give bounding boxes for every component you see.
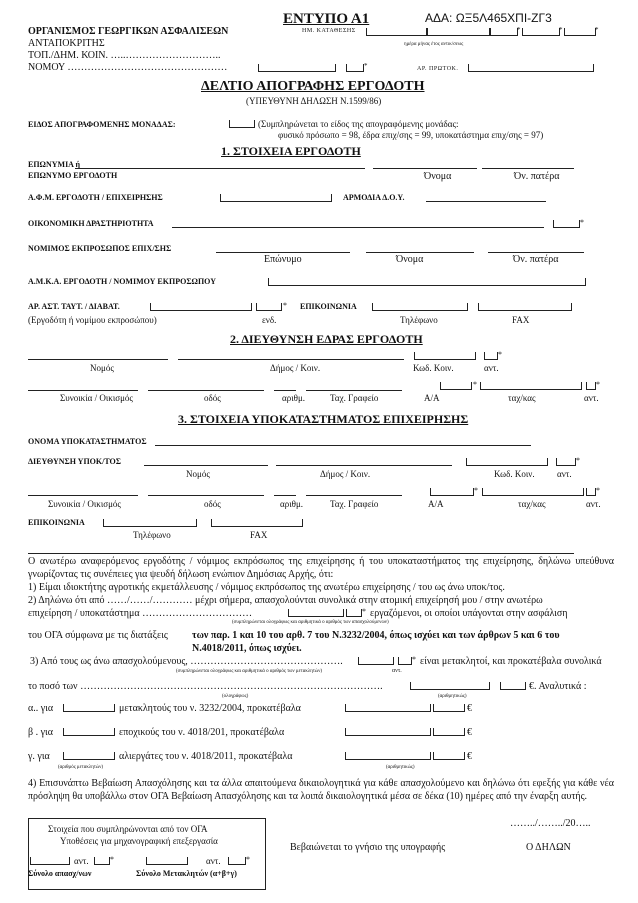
branch-municipality-caption: Δήμος / Κοιν. <box>320 469 371 479</box>
branch-postcode-repl-box[interactable] <box>586 488 596 496</box>
id-end-label: ενδ. <box>262 315 277 325</box>
verify-signature: Βεβαιώνεται το γνήσιο της υπογραφής <box>290 842 446 853</box>
branch-prefecture-caption: Νομός <box>186 469 210 479</box>
rep-father-caption: Όν. πατέρα <box>513 254 559 265</box>
amount-analytic: €. Αναλυτικά : <box>529 681 587 692</box>
protocol-number-box[interactable] <box>468 64 594 72</box>
protocol-label: ΑΡ. ΠΡΩΤΟΚ. <box>417 66 459 72</box>
hq-repl-box[interactable] <box>484 352 498 360</box>
section2-title: 2. ΔΙΕΥΘΥΝΣΗ ΕΔΡΑΣ ΕΡΓΟΔΟΤΗ <box>230 332 423 346</box>
oga-box-title: Στοιχεία που συμπληρώνονται από τον ΟΓΑ <box>48 824 208 834</box>
branch-fax-box[interactable] <box>211 519 303 527</box>
hq-postcode-repl-caption: αντ. <box>584 393 599 403</box>
branch-name-field[interactable] <box>155 445 531 446</box>
oga-employed-box[interactable] <box>30 857 70 865</box>
branch-neighborhood-field[interactable] <box>28 495 138 496</box>
afm-label: Α.Φ.Μ. ΕΡΓΟΔΟΤΗ / ΕΠΙΧΕΙΡΗΣΗΣ <box>28 193 163 202</box>
branch-phone-box[interactable] <box>103 519 197 527</box>
line-b-euro: € <box>467 727 472 738</box>
amka-label: Α.Μ.Κ.Α. ΕΡΓΟΔΟΤΗ / ΝΟΜΙΜΟΥ ΕΚΠΡΟΣΩΠΟΥ <box>28 277 216 286</box>
branch-number-caption: αριθμ. <box>280 499 304 509</box>
signature-date: ……../……../20….. <box>510 818 591 829</box>
activity-code-box[interactable] <box>553 220 580 228</box>
doc-title: ΔΕΛΤΙΟ ΑΠΟΓΡΑΦΗΣ ΕΡΓΟΔΟΤΗ <box>201 79 425 94</box>
branch-prefecture-field[interactable] <box>144 465 268 466</box>
unit-type-note: (Συμπληρώνεται το είδος της απογραφόμενης μονάδας: <box>258 119 459 129</box>
branch-phone-caption: Τηλέφωνο <box>133 530 171 540</box>
branch-community-code-caption: Κωδ. Κοιν. <box>494 469 535 479</box>
hq-neighborhood-caption: Συνοικία / Οικισμός <box>60 393 133 403</box>
branch-number-field[interactable] <box>274 495 296 496</box>
oga-ant2: αντ. <box>206 856 221 866</box>
afm-box[interactable] <box>220 194 332 202</box>
line-g-euro: € <box>467 751 472 762</box>
date-extra-box[interactable] <box>522 28 560 36</box>
branch-aa-caption: Α/Α <box>428 499 444 509</box>
hq-prefecture-field[interactable] <box>28 359 168 360</box>
ada-code: ΑΔΑ: ΩΞ5Λ465ΧΠΙ-ΖΓ3 <box>425 11 552 25</box>
unit-type-codes: φυσικό πρόσωπο = 98, έδρα επιχ/σης = 99, υποκατάστημα επιχ/σης = 97) <box>278 130 544 140</box>
org-correspondent: ΑΝΤΑΠΟΚΡΙΤΗΣ <box>28 38 105 49</box>
declaration-item3: 3) Από τους ως άνω απασχολούμενους, ………………………………………. <box>30 656 343 667</box>
line-b-label: β . για <box>28 727 53 738</box>
date-label: ΗΜ. ΚΑΤΑΘΕΣΗΣ <box>302 28 356 34</box>
rep-firstname-field[interactable] <box>366 252 474 253</box>
oga-called-box[interactable] <box>146 857 188 865</box>
name-label-1: ΕΠΩΝΥΜΙΑ ή <box>28 160 81 169</box>
hq-postcode-box[interactable] <box>480 382 582 390</box>
oga-total-called: Σύνολο Μετακλητών (α+β+γ) <box>136 869 237 878</box>
id-sub-label: (Εργοδότη ή νομίμου εκπροσώπου) <box>28 315 157 325</box>
activity-label: ΟΙΚΟΝΟΜΙΚΗ ΔΡΑΣΤΗΡΙΟΤΗΤΑ <box>28 219 154 228</box>
line-g-label: γ. για <box>28 751 50 762</box>
id-label: ΑΡ. ΑΣΤ. ΤΑΥΤ. / ΔΙΑΒΑΤ. <box>28 302 120 311</box>
hq-community-code-box[interactable] <box>414 352 476 360</box>
doy-field[interactable] <box>426 201 546 202</box>
branch-neighborhood-caption: Συνοικία / Οικισμός <box>48 499 121 509</box>
date-repl-box[interactable] <box>564 28 596 36</box>
amka-box[interactable] <box>268 278 586 286</box>
contact-label: ΕΠΙΚΟΙΝΩΝΙΑ <box>300 302 357 311</box>
father-caption: Όν. πατέρα <box>514 171 560 182</box>
org-prefecture: ΝΟΜΟΥ ………………………………………… <box>28 62 228 73</box>
fax-box[interactable] <box>478 303 572 311</box>
branch-street-caption: οδός <box>204 499 221 509</box>
amount-box[interactable] <box>410 682 490 690</box>
phone-caption: Τηλέφωνο <box>400 315 438 325</box>
oga-called-repl-box[interactable] <box>228 857 246 865</box>
declarant-label: Ο ΔΗΛΩΝ <box>526 842 571 853</box>
name-label-2: ΕΠΩΝΥΜΟ ΕΡΓΟΔΟΤΗ <box>28 171 118 180</box>
representative-label: ΝΟΜΙΜΟΣ ΕΚΠΡΟΣΩΠΟΣ ΕΠΙΧ/ΣΗΣ <box>28 244 172 253</box>
section1-title: 1. ΣΤΟΙΧΕΙΑ ΕΡΓΟΔΟΤΗ <box>221 144 361 158</box>
line-b-text: εποχικούς του ν. 4018/201, προκατέβαλα <box>119 727 285 738</box>
hq-municipality-caption: Δήμος / Κοιν. <box>270 363 321 373</box>
section-divider <box>28 553 574 554</box>
phone-box[interactable] <box>372 303 468 311</box>
unit-type-label: ΕΙΔΟΣ ΑΠΟΓΡΑΦΟΜΕΝΗΣ ΜΟΝΑΔΑΣ: <box>28 120 176 129</box>
declaration-law-text: των παρ. 1 και 10 του αρθ. 7 του Ν.3232/2004, όπως ισχύει και των άρθρων 5 και 6 του Ν.4018/2011, όπως ισχύει. <box>192 630 560 654</box>
oga-box-subtitle: Υποθέσεις για μηχανογραφική επεξεργασία <box>60 836 218 846</box>
line-a-amount-box[interactable] <box>345 704 431 712</box>
oga-total-employed: Σύνολο απασχ/νων <box>28 869 92 878</box>
date-year-box[interactable] <box>490 28 518 36</box>
branch-street-field[interactable] <box>148 495 264 496</box>
hq-postoffice-field[interactable] <box>306 390 402 391</box>
rep-surname-caption: Επώνυμο <box>264 254 302 265</box>
branch-municipality-field[interactable] <box>276 465 452 466</box>
declaration-item3-cont: είναι μετακλητοί, και προκατέβαλα συνολικά <box>420 656 602 667</box>
hq-aa-box[interactable] <box>440 382 472 390</box>
activity-field[interactable] <box>172 227 544 228</box>
branch-name-label: ΟΝΟΜΑ ΥΠΟΚΑΤΑΣΤΗΜΑΤΟΣ <box>28 437 147 446</box>
org-community: ΤΟΠ./ΔΗΜ. ΚΟΙΝ. …..……………………….. <box>28 50 221 61</box>
prefecture-code-box[interactable] <box>258 64 336 72</box>
date-sub-labels: ημέρα μήνας έτος αντικ/σεως <box>404 42 464 47</box>
branch-repl-box[interactable] <box>556 458 576 466</box>
employees-repl-box[interactable] <box>346 609 362 617</box>
rep-surname-field[interactable] <box>216 252 350 253</box>
declaration-item4: 4) Επισυνάπτω Βεβαίωση Απασχόλησης και τα άλλα απαιτούμενα δικαιολογητικά για κάθε απασχολούμενο και δηλώνω ότι εφεξής για κάθε νέα πρόσληψη θα υποβάλλω στον ΟΓΑ Βεβαίωση Απασχόλησης και τα λοιπά δικαιολογητικά μέσα σε δέκα (10) ημέρες από την έναρξη αυτής. <box>28 778 614 802</box>
doy-label: ΑΡΜΟΔΙΑ Δ.Ο.Υ. <box>343 193 405 202</box>
org-name: ΟΡΓΑΝΙΣΜΟΣ ΓΕΩΡΓΙΚΩΝ ΑΣΦΑΛΙΣΕΩΝ <box>28 26 229 37</box>
date-day-box[interactable] <box>366 28 428 36</box>
employer-father-field[interactable] <box>482 168 574 169</box>
branch-address-label: ΔΙΕΥΘΥΝΣΗ ΥΠΟΚ/ΤΟΣ <box>28 457 121 466</box>
employer-firstname-field[interactable] <box>373 168 477 169</box>
line-b-cents-box[interactable] <box>433 728 465 736</box>
declaration-item2: 2) Δηλώνω ότι από ……/……/………… μέχρι σήμερα, απασχολούνται συνολικά στην ατομική επιχείρησή μου / στην ανωτέρω <box>28 595 543 606</box>
line-a-cents-box[interactable] <box>433 704 465 712</box>
oga-employed-repl-box[interactable] <box>94 857 110 865</box>
fax-caption: FAX <box>512 315 530 325</box>
branch-postcode-box[interactable] <box>482 488 584 496</box>
branch-repl-caption: αντ. <box>557 469 572 479</box>
branch-postcode-caption: ταχ/κας <box>518 499 546 509</box>
called-count-box[interactable] <box>358 657 394 665</box>
id-type-box[interactable] <box>256 303 282 311</box>
section3-title: 3. ΣΤΟΙΧΕΙΑ ΥΠΟΚΑΤΑΣΤΗΜΑΤΟΣ ΕΠΙΧΕΙΡΗΣΗΣ <box>178 412 469 426</box>
line-a-text: μετακλητούς του ν. 3232/2004, προκατέβαλα <box>119 703 301 714</box>
hq-street-field[interactable] <box>148 390 264 391</box>
date-month-box[interactable] <box>426 28 490 36</box>
declaration-item1: 1) Είμαι ιδιοκτήτης αγροτικής εκμετάλλευσης / νόμιμος εκπρόσωπος της ανωτέρω επιχείρησης / του ως άνω υποκ/τος. <box>28 582 505 593</box>
hq-aa-caption: Α/Α <box>424 393 440 403</box>
hq-repl-caption: αντ. <box>484 363 499 373</box>
line-g-count-note: (αριθμός μετακλητών) <box>58 765 104 770</box>
amount-line: το ποσό των ………………………………………………………………………………. <box>28 681 383 692</box>
employees-note: (συμπληρώνεται ολογράφως και αριθμητικά ο αριθμός των απασχολούμενων) <box>232 620 389 625</box>
declaration-item2-branch: επιχείρηση / υποκατάστημα …………………………… <box>28 608 253 619</box>
declaration-item2-cont: εργαζόμενοι, οι οποίοι υπάγονται στην ασφάλιση <box>370 608 568 619</box>
called-repl-caption: αντ. <box>392 668 402 674</box>
declaration-law-prefix: του ΟΓΑ σύμφωνα με τις διατάξεις <box>28 630 168 641</box>
line-g-cents-box[interactable] <box>433 752 465 760</box>
employees-count-box[interactable] <box>288 609 344 617</box>
rep-firstname-caption: Όνομα <box>396 254 424 265</box>
branch-aa-box[interactable] <box>430 488 474 496</box>
branch-postoffice-caption: Ταχ. Γραφείο <box>330 499 379 509</box>
hq-number-field[interactable] <box>274 390 296 391</box>
branch-contact-label: ΕΠΙΚΟΙΝΩΝΙΑ <box>28 518 85 527</box>
hq-municipality-field[interactable] <box>178 359 404 360</box>
branch-postcode-repl-caption: αντ. <box>586 499 601 509</box>
rep-father-field[interactable] <box>488 252 584 253</box>
hq-street-caption: οδός <box>204 393 221 403</box>
declaration-intro: Ο ανωτέρω αναφερόμενος εργοδότης / νόμιμος εκπρόσωπος της επιχείρησης ή του υποκαταστήματος της επιχείρησης, δηλώνω υπεύθυνα γνωρίζοντας τις συνέπειες για ψευδή δήλωση ενώπιον Δημόσιας Αρχής, ότι: <box>28 556 614 580</box>
amount-digits-note: (αριθμητικώς) <box>438 694 467 699</box>
line-g-amount-note: (αριθμητικώς) <box>386 765 415 770</box>
hq-postoffice-caption: Ταχ. Γραφείο <box>330 393 379 403</box>
hq-neighborhood-field[interactable] <box>28 390 138 391</box>
unit-type-box[interactable] <box>229 120 255 128</box>
line-b-amount-box[interactable] <box>345 728 431 736</box>
hq-number-caption: αριθμ. <box>282 393 306 403</box>
called-note: (συμπληρώνεται ολογράφως και αριθμητικά ο αριθμός των μετακλητών) <box>176 669 323 674</box>
doc-subtitle: (ΥΠΕΥΘΥΝΗ ΔΗΛΩΣΗ Ν.1599/86) <box>246 96 382 106</box>
branch-community-code-box[interactable] <box>466 458 548 466</box>
amount-words-note: (ολογράφως) <box>222 694 249 699</box>
line-g-amount-box[interactable] <box>345 752 431 760</box>
line-a-euro: € <box>467 703 472 714</box>
hq-postcode-caption: ταχ/κας <box>508 393 536 403</box>
hq-prefecture-caption: Νομός <box>90 363 114 373</box>
line-g-count-box[interactable] <box>63 752 115 760</box>
line-g-text: αλιεργάτες του ν. 4018/2011, προκατέβαλα <box>119 751 293 762</box>
id-number-box[interactable] <box>150 303 252 311</box>
employer-name-field[interactable] <box>75 168 365 169</box>
branch-fax-caption: FAX <box>250 530 268 540</box>
hq-postcode-repl-box[interactable] <box>586 382 596 390</box>
branch-postoffice-field[interactable] <box>306 495 402 496</box>
firstname-caption: Όνομα <box>424 171 452 182</box>
amount-cents-box[interactable] <box>500 682 526 690</box>
line-a-count-box[interactable] <box>63 704 115 712</box>
hq-community-code-caption: Κωδ. Κοιν. <box>413 363 454 373</box>
form-title: ΕΝΤΥΠΟ Α1 <box>283 11 370 27</box>
oga-ant1: αντ. <box>74 856 89 866</box>
prefecture-sub-box[interactable] <box>346 64 364 72</box>
line-b-count-box[interactable] <box>63 728 115 736</box>
called-repl-box[interactable] <box>398 657 412 665</box>
line-a-label: α.. για <box>28 703 54 714</box>
